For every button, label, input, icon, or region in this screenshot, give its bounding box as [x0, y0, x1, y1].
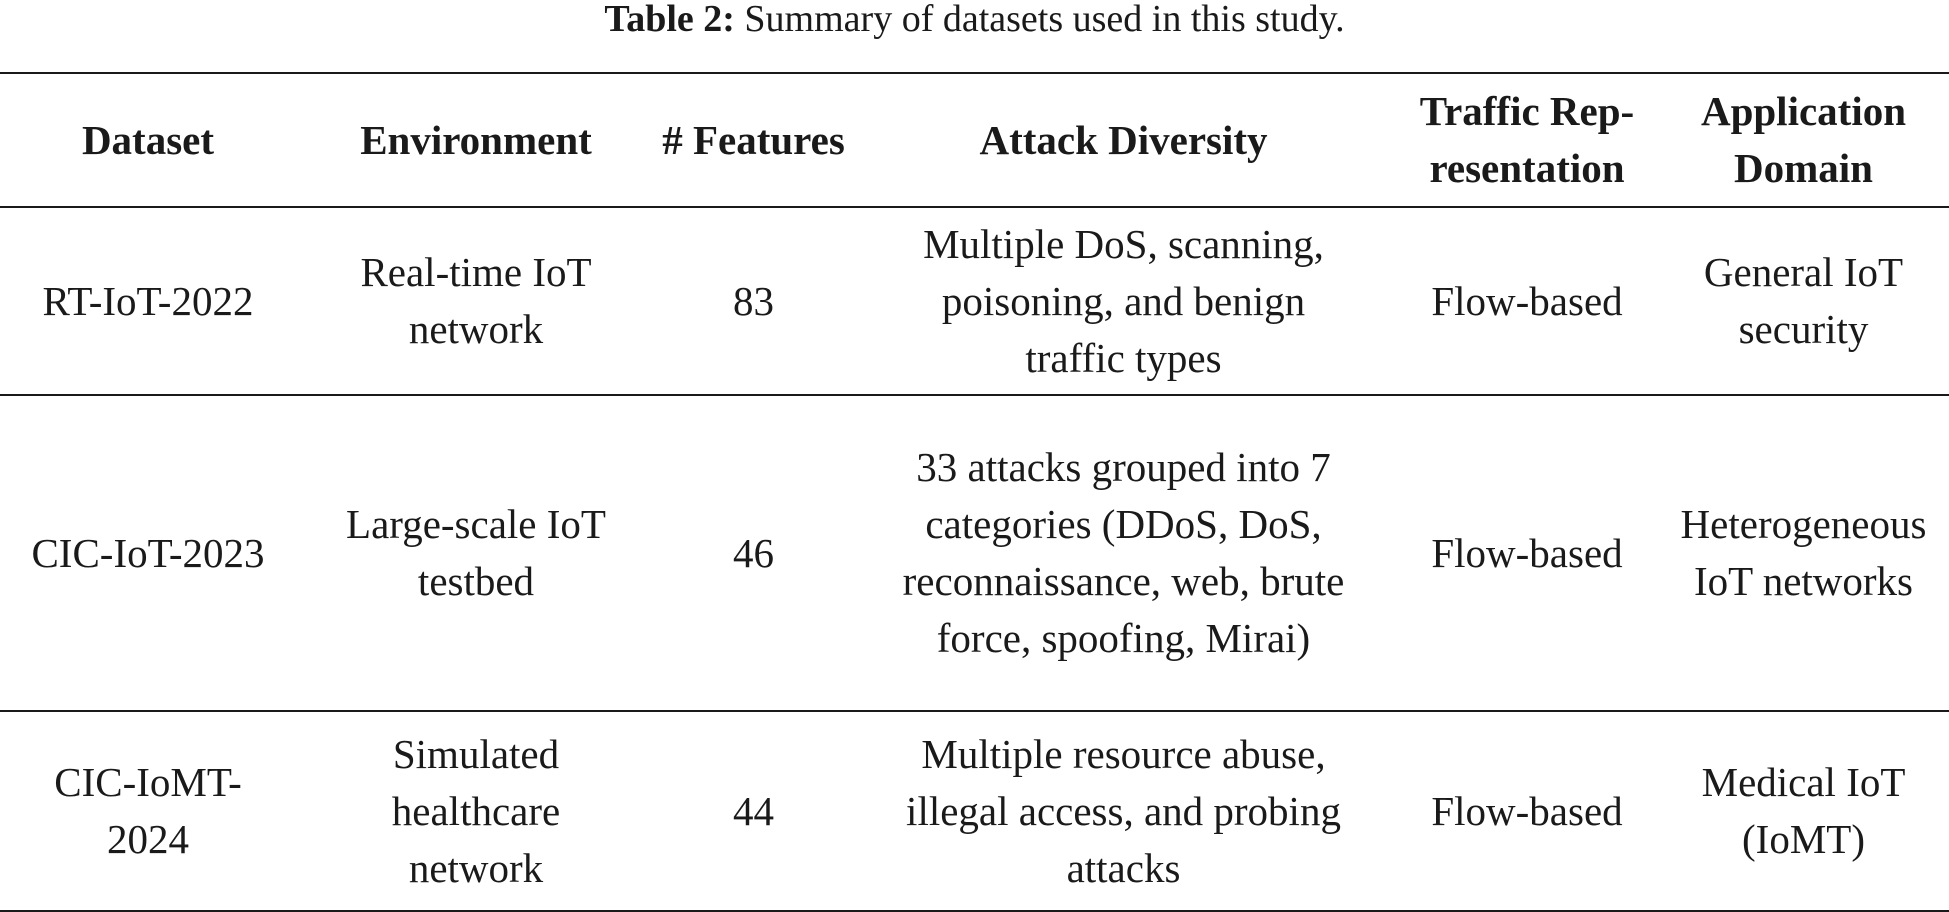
- table-row: [0, 395, 1949, 711]
- cell-environment-text: Real-time IoT network: [360, 249, 592, 352]
- cell-attack-diversity-text: Multiple resource abuse, illegal access, and probing attacks: [906, 730, 1341, 891]
- table-caption: [0, 0, 1949, 40]
- header-dataset: Dataset: [0, 73, 296, 207]
- cell-features: 83: [656, 207, 851, 395]
- datasets-table: [0, 72, 1949, 912]
- cell-environment-text: Large-scale IoT testbed: [346, 501, 606, 604]
- cell-traffic-representation: Flow-based: [1396, 207, 1658, 395]
- cell-dataset: CIC-IoT-2023: [0, 395, 296, 711]
- cell-application-domain: [1658, 207, 1949, 395]
- header-attack-diversity: Attack Diversity: [851, 73, 1396, 207]
- cell-dataset-text: CIC-IoMT-2024: [54, 759, 242, 862]
- cell-traffic-representation: Flow-based: [1396, 395, 1658, 711]
- cell-application-domain: [1658, 395, 1949, 711]
- cell-application-domain-text: Heterogeneous IoT networks: [1680, 501, 1927, 604]
- cell-environment: [296, 207, 656, 395]
- table-row: [0, 711, 1949, 911]
- caption-label: Table 2:: [604, 0, 735, 40]
- cell-attack-diversity-text: Multiple DoS, scanning, poisoning, and benign traffic types: [923, 220, 1324, 381]
- cell-attack-diversity-text: 33 attacks grouped into 7 categories (DDoS, DoS, reconnaissance, web, brute force, spoofing, Mirai): [902, 444, 1345, 661]
- cell-application-domain: [1658, 711, 1949, 911]
- cell-features: 44: [656, 711, 851, 911]
- cell-environment: [296, 711, 656, 911]
- cell-environment-text: Simulated healthcare network: [391, 730, 561, 891]
- header-application-domain: [1658, 73, 1949, 207]
- cell-dataset: [0, 711, 296, 911]
- cell-environment: [296, 395, 656, 711]
- table-row: [0, 207, 1949, 395]
- header-traffic-representation-text: Traffic Rep-resentation: [1419, 88, 1635, 191]
- header-application-domain-text: Application Domain: [1700, 88, 1907, 191]
- cell-features: 46: [656, 395, 851, 711]
- caption-text: Summary of datasets used in this study.: [744, 0, 1345, 40]
- cell-attack-diversity: [851, 711, 1396, 911]
- header-traffic-representation: [1396, 73, 1658, 207]
- header-environment: Environment: [296, 73, 656, 207]
- cell-attack-diversity: [851, 395, 1396, 711]
- cell-application-domain-text: Medical IoT (IoMT): [1701, 759, 1906, 862]
- table-header-row: [0, 73, 1949, 207]
- cell-traffic-representation: Flow-based: [1396, 711, 1658, 911]
- cell-attack-diversity: [851, 207, 1396, 395]
- header-features: # Features: [656, 73, 851, 207]
- cell-dataset: RT-IoT-2022: [0, 207, 296, 395]
- cell-application-domain-text: General IoT security: [1703, 249, 1904, 352]
